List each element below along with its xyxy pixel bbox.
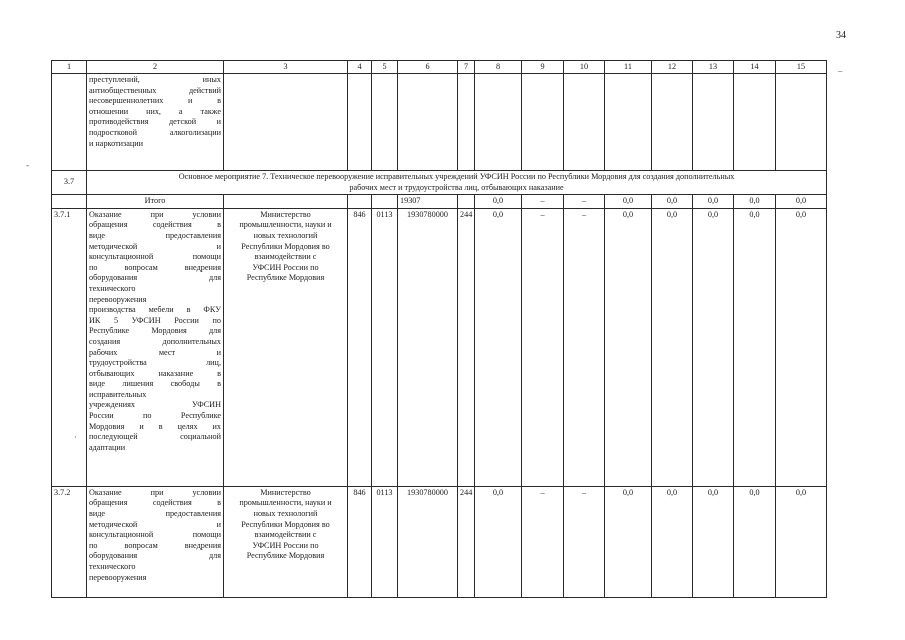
text-line: новых технологий xyxy=(253,230,318,240)
text-line: России по Республике xyxy=(89,411,221,421)
value-cell: 0,0 xyxy=(605,486,652,597)
value-cell: 0,0 xyxy=(693,208,734,486)
executor-cell xyxy=(224,208,348,486)
text-line: преступлений, xyxy=(89,75,140,84)
value-cell: 0,0 xyxy=(693,486,734,597)
text-line: иных xyxy=(202,75,221,84)
text-line: отношении них, а также xyxy=(89,106,221,116)
text-line: промышленности, науки и xyxy=(239,498,332,508)
row-number: 3.7.2 xyxy=(52,486,87,597)
text-line: производства мебели в ФКУ xyxy=(89,305,221,315)
code-cell: 1930780000 xyxy=(398,486,458,597)
text-line: новых технологий xyxy=(253,508,318,518)
text-line: методической и xyxy=(89,519,221,529)
section-title-line: Основное мероприятие 7. Техническое перевооружение исправительных учреждений УФСИН России по Республики Мордовия для создания дополнительных xyxy=(178,172,735,181)
table-row xyxy=(52,208,827,486)
continuation-description xyxy=(87,74,224,171)
text-line: взаимодействии с xyxy=(254,530,317,540)
text-line: технического xyxy=(89,283,136,293)
code-cell: 0113 xyxy=(372,208,398,486)
header-cell: 8 xyxy=(475,61,522,74)
header-cell: 9 xyxy=(522,61,564,74)
text-line: Республике Мордовия для xyxy=(89,326,221,336)
value-cell: 0,0 xyxy=(605,208,652,486)
code-cell: 846 xyxy=(348,486,372,597)
text-line: обращения содействия в xyxy=(89,220,221,230)
text-line: Республике Мордовия xyxy=(246,273,325,283)
row-number: 3.7.1 xyxy=(52,208,87,486)
header-cell: 4 xyxy=(348,61,372,74)
value-cell: 0,0 xyxy=(652,486,693,597)
text-line: по вопросам внедрения xyxy=(89,262,221,272)
value-cell: 0,0 xyxy=(475,208,522,486)
text-line: оборудования для xyxy=(89,551,221,561)
header-cell: 3 xyxy=(224,61,348,74)
margin-mark: - xyxy=(26,160,29,170)
budget-table xyxy=(51,60,827,598)
value-cell: 0,0 xyxy=(734,195,776,209)
text-line: оборудования для xyxy=(89,273,221,283)
text-line: обращения содействия в xyxy=(89,498,221,508)
text-line: взаимодействии с xyxy=(254,252,317,262)
text-line: Оказание при условии xyxy=(89,209,221,219)
header-cell: 1 xyxy=(52,61,87,74)
executor-cell xyxy=(224,486,348,597)
text-line: несовершеннолетних и в xyxy=(89,96,221,106)
value-cell: – xyxy=(522,195,564,209)
text-line: Республики Мордовия во xyxy=(241,519,330,529)
text-line: противодействия детской и xyxy=(89,117,221,127)
text-line: учреждениях УФСИН xyxy=(89,400,221,410)
text-line: перевооружения xyxy=(89,294,147,304)
header-cell: 15 xyxy=(776,61,827,74)
header-cell: 13 xyxy=(693,61,734,74)
section-number: 3.7 xyxy=(52,171,87,195)
total-row xyxy=(52,195,827,209)
code-cell: 244 xyxy=(458,486,475,597)
value-cell: 0,0 xyxy=(776,486,827,597)
text-line: УФСИН России по xyxy=(252,262,319,272)
header-cell: 7 xyxy=(458,61,475,74)
text-line: технического xyxy=(89,561,136,571)
value-cell: 0,0 xyxy=(693,195,734,209)
text-line: антиобщественных действий xyxy=(89,85,221,95)
header-cell: 12 xyxy=(652,61,693,74)
value-cell: 0,0 xyxy=(776,208,827,486)
header-cell: 5 xyxy=(372,61,398,74)
margin-mark: · xyxy=(74,432,77,442)
text-line: промышленности, науки и xyxy=(239,220,332,230)
value-cell: 0,0 xyxy=(652,208,693,486)
value-cell: 0,0 xyxy=(475,486,522,597)
table-row xyxy=(52,486,827,597)
text-line: Министерство xyxy=(260,209,311,219)
text-line: последующей социальной xyxy=(89,432,221,442)
value-cell: 0,0 xyxy=(652,195,693,209)
total-label: Итого xyxy=(87,195,224,209)
text-line: виде предоставления xyxy=(89,508,221,518)
header-cell: 10 xyxy=(564,61,605,74)
value-cell: 0,0 xyxy=(776,195,827,209)
measure-description xyxy=(87,208,224,486)
text-line: Министерство xyxy=(260,487,311,497)
text-line: исправительных xyxy=(89,389,147,399)
total-code: 19307 xyxy=(398,195,458,209)
code-cell: 1930780000 xyxy=(398,208,458,486)
value-cell: – xyxy=(522,486,564,597)
header-cell: 11 xyxy=(605,61,652,74)
text-line: консультационной помощи xyxy=(89,530,221,540)
text-line: и наркотизации xyxy=(89,138,144,148)
text-line: методической и xyxy=(89,241,221,251)
value-cell: – xyxy=(564,486,605,597)
text-line: перевооружения xyxy=(89,572,147,582)
row-num-cell xyxy=(52,74,87,171)
header-cell: 14 xyxy=(734,61,776,74)
text-line: Оказание при условии xyxy=(89,487,221,497)
code-cell: 846 xyxy=(348,208,372,486)
text-line: отбывающих наказание в xyxy=(89,368,221,378)
value-cell: 0,0 xyxy=(734,486,776,597)
text-line: Республике Мордовия xyxy=(246,551,325,561)
text-line: УФСИН России по xyxy=(252,540,319,550)
value-cell: 0,0 xyxy=(734,208,776,486)
code-cell: 0113 xyxy=(372,486,398,597)
code-cell: 244 xyxy=(458,208,475,486)
text-line: адаптации xyxy=(89,442,126,452)
text-line: Мордовия и в целях их xyxy=(89,421,221,431)
value-cell: – xyxy=(522,208,564,486)
section-title-line: рабочих мест и трудоустройства лиц, отбывающих наказание xyxy=(349,182,564,192)
header-cell: 6 xyxy=(398,61,458,74)
measure-description xyxy=(87,486,224,597)
text-line: ИК 5 УФСИН России по xyxy=(89,315,221,325)
column-number-row xyxy=(52,61,827,74)
value-cell: – xyxy=(564,208,605,486)
page-number: 34 xyxy=(836,30,846,41)
text-line: виде предоставления xyxy=(89,230,221,240)
value-cell: – xyxy=(564,195,605,209)
section-row xyxy=(52,171,827,195)
text-line: по вопросам внедрения xyxy=(89,540,221,550)
text-line: подростковой алкоголизации xyxy=(89,127,221,137)
text-line: консультационной помощи xyxy=(89,252,221,262)
header-cell: 2 xyxy=(87,61,224,74)
text-line: создания дополнительных xyxy=(89,336,221,346)
text-line: рабочих мест и xyxy=(89,347,221,357)
text-line: Республики Мордовия во xyxy=(241,241,330,251)
margin-mark: – xyxy=(838,66,843,76)
text-line: виде лишения свободы в xyxy=(89,379,221,389)
value-cell: 0,0 xyxy=(605,195,652,209)
text-line: трудоустройства лиц, xyxy=(89,358,221,368)
continuation-row xyxy=(52,74,827,171)
section-title xyxy=(87,171,827,195)
value-cell: 0,0 xyxy=(475,195,522,209)
